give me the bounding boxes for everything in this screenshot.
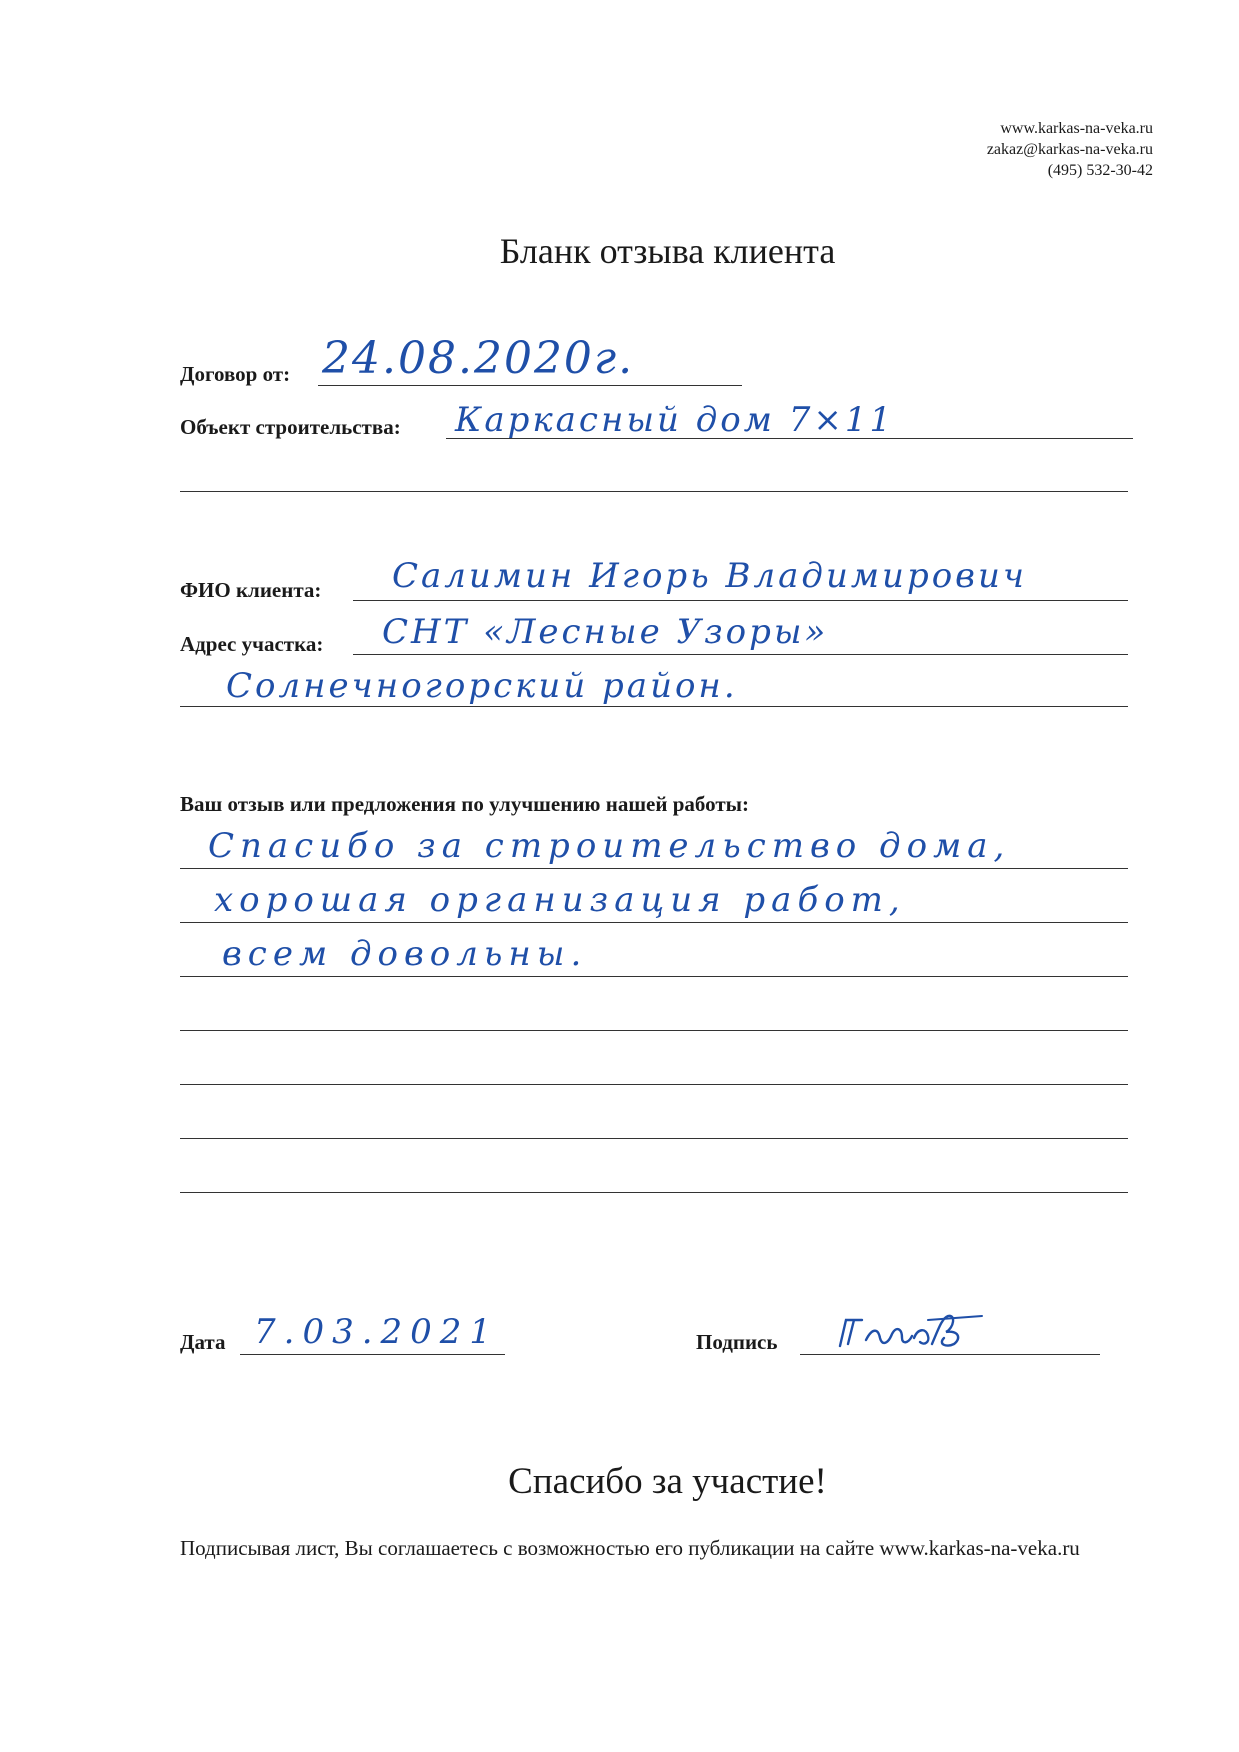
date-line xyxy=(240,1354,505,1355)
object-value[interactable]: Каркасный дом 7×11 xyxy=(455,400,895,440)
feedback-line-1 xyxy=(180,868,1128,869)
client-label: ФИО клиента: xyxy=(180,578,322,602)
client-value[interactable]: Салимин Игорь Владимирович xyxy=(392,556,1028,596)
feedback-line-7 xyxy=(180,1192,1128,1193)
address-label: Адрес участка: xyxy=(180,632,324,656)
company-contacts xyxy=(987,118,1153,181)
feedback-text-line-2[interactable]: хорошая организация работ, xyxy=(214,880,906,920)
publication-consent-note: Подписывая лист, Вы соглашаетесь с возможностью его публикации на сайте www.karkas-na-veka.ru xyxy=(180,1536,1080,1560)
object-label: Объект строительства: xyxy=(180,415,401,439)
contract-label: Договор от: xyxy=(180,362,291,386)
contract-line xyxy=(318,385,742,386)
feedback-line-6 xyxy=(180,1138,1128,1139)
feedback-label: Ваш отзыв или предложения по улучшению нашей работы: xyxy=(180,792,750,816)
feedback-line-2 xyxy=(180,922,1128,923)
signature-label: Подпись xyxy=(696,1330,778,1354)
signature-image xyxy=(832,1310,1002,1360)
phone-number: (495) 532-30-42 xyxy=(1047,162,1153,179)
date-label: Дата xyxy=(180,1330,226,1354)
address-value-2[interactable]: Солнечногорский район. xyxy=(226,666,738,706)
feedback-line-4 xyxy=(180,1030,1128,1031)
contract-date-value[interactable]: 24.08.2020г. xyxy=(322,333,635,384)
feedback-text-line-1[interactable]: Спасибо за строительство дома, xyxy=(208,826,1011,866)
thanks-message: Спасибо за участие! xyxy=(508,1461,827,1502)
feedback-line-3 xyxy=(180,976,1128,977)
website-link[interactable]: www.karkas-na-veka.ru xyxy=(1000,120,1153,137)
address-line xyxy=(353,654,1128,655)
email-link[interactable]: zakaz@karkas-na-veka.ru xyxy=(986,141,1153,158)
feedback-line-5 xyxy=(180,1084,1128,1085)
address-line-2 xyxy=(180,706,1128,707)
object-line-2 xyxy=(180,491,1128,492)
client-line xyxy=(353,600,1128,601)
address-value-1[interactable]: СНТ «Лесные Узоры» xyxy=(382,612,829,652)
date-value[interactable]: 7.03.2021 xyxy=(254,1312,500,1352)
form-title: Бланк отзыва клиента xyxy=(499,231,836,271)
feedback-text-line-3[interactable]: всем довольны. xyxy=(222,934,588,974)
